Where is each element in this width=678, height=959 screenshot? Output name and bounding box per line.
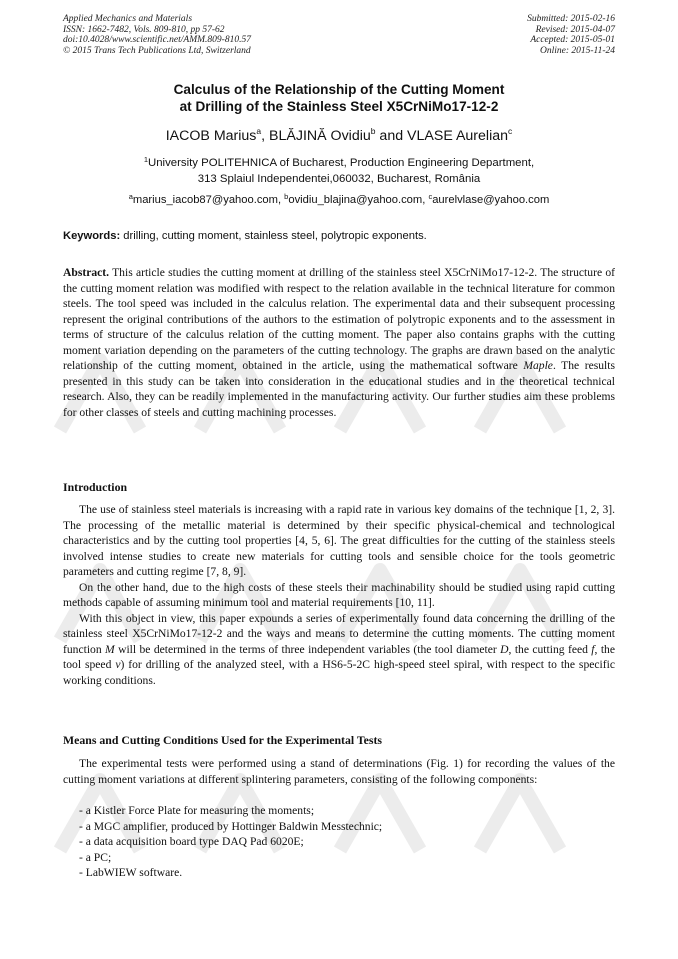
author-list [63, 127, 615, 145]
author-2-sup: b [370, 126, 376, 136]
intro-p3-text: , the tool speed [63, 642, 615, 672]
email-b-sup: b [284, 192, 289, 201]
list-item: - a PC; [79, 850, 112, 864]
intro-p3-text: With this object in view, this paper expounds a series of experimentally found data concerning the drilling of the stainless steel X5CrNiMo17-12-2 and the ways and means to determine the cutting moments. The cutting moment function [63, 611, 615, 656]
author-separator: and [375, 128, 408, 144]
list-item: - a data acquisition board type DAQ Pad 6020E; [79, 835, 304, 849]
list-item: - a Kistler Force Plate for measuring the moments; [79, 804, 315, 817]
intro-paragraph-2: On the other hand, due to the high costs of these steels their machinability should be studied using rapid cutting methods capable of assuming minimum tool and material requirements [10, 11]. [63, 580, 615, 610]
abstract [63, 265, 615, 420]
list-item: - LabWIEW software. [79, 866, 183, 880]
date-submitted: Submitted: 2015-02-16 [527, 14, 615, 24]
date-online: Online: 2015-11-24 [539, 45, 615, 56]
section-title-introduction: Introduction [63, 480, 128, 494]
date-accepted: Accepted: 2015-05-01 [530, 35, 615, 46]
author-separator: , [261, 128, 270, 144]
author-3-sup: c [508, 126, 513, 136]
journal-issn: ISSN: 1662-7482, Vols. 809-810, pp 57-62 [63, 24, 225, 35]
introduction-body [63, 502, 615, 689]
author-3: VLASE Aurelian [407, 128, 509, 144]
journal-info [63, 14, 251, 56]
var-D: D [500, 642, 509, 656]
affiliation-sup: 1 [143, 155, 148, 164]
keywords [63, 229, 623, 244]
title-line-2: at Drilling of the Stainless Steel X5CrNiMo17-12-2 [179, 99, 499, 114]
means-body [63, 756, 615, 787]
abstract-software-name: Maple [523, 359, 553, 373]
intro-paragraph-1: The use of stainless steel materials is increasing with a rapid rate in various key domains of the technique [1, 2, 3]. The processing of the metallic material is determined by their specific physical-chemical and technological characteristics and by the cutting tool properties [4, 5, 6]. The great difficulties for the cutting of the stainless steels involved intense studies to create new materials for cutting tools and sensible choice for the tools geometric parameters and cutting regime [7, 8, 9]. [63, 503, 615, 579]
keywords-text: drilling, cutting moment, stainless steel, polytropic exponents. [120, 230, 427, 242]
email-b: ovidiu_blajina@yahoo.com, [288, 194, 429, 206]
abstract-text-1: This article studies the cutting moment at drilling of the stainless steel X5CrNiMo17-12-2. The structure of the cutting moment relation was modified with respect to the relation available in the technical literature for common steels. The tool speed was included in the calculus relation. The experimental data and their subsequent processing represent the original contributions of the authors to the estimation of polytropic exponents and to the assessment in terms of structure of the calculus relation of the cutting moment. The paper also contains graphs with the cutting moment variation depending on the parameters of the cutting technology. The graphs are drawn based on the analytic relationship of the cutting moment, obtained in the article, using the mathematical software [63, 266, 615, 373]
list-item: - a MGC amplifier, produced by Hottinger Baldwin Messtechnic; [79, 819, 383, 833]
email-c: aurelvlase@yahoo.com [432, 194, 550, 206]
author-emails [63, 193, 615, 208]
intro-p3-text: will be determined in the terms of three independent variables (the tool diameter [114, 642, 501, 656]
intro-paragraph-3 [63, 611, 615, 689]
title-line-1: Calculus of the Relationship of the Cutting Moment [173, 82, 505, 97]
means-paragraph-1: The experimental tests were performed using a stand of determinations (Fig. 1) for recording the values of the cutting moment variations at different splintering parameters, consisting of the following components: [63, 757, 615, 786]
var-f: f [591, 642, 595, 656]
section-title-means: Means and Cutting Conditions Used for the Experimental Tests [63, 733, 382, 747]
affiliation [63, 155, 615, 187]
author-1: IACOB Marius [165, 128, 257, 144]
email-a: marius_iacob87@yahoo.com, [132, 194, 285, 206]
abstract-text-2: . The results presented in this study can be taken into consideration in the educational studies and in the theoretical technical research. Also, they can be readily implemented in the manufacturing activity. Our further studies aim these problems for other classes of steels and cutting machining processes. [63, 359, 616, 419]
keywords-label: Keywords: [63, 230, 121, 242]
equipment-list [79, 803, 615, 881]
affiliation-line-2: 313 Splaiul Independentei,060032, Bucharest, România [197, 173, 481, 185]
journal-copyright: © 2015 Trans Tech Publications Ltd, Switzerland [63, 45, 251, 56]
paper-title [63, 81, 615, 115]
publication-dates [527, 14, 615, 56]
journal-doi: doi:10.4028/www.scientific.net/AMM.809-810.57 [63, 35, 251, 46]
email-c-sup: c [428, 192, 433, 201]
affiliation-line-1 [63, 155, 615, 171]
abstract-label: Abstract. [63, 266, 110, 279]
intro-p3-text: ) for drilling of the analyzed steel, with a HS6-5-2C high-speed steel spiral, with respect to the specific working conditions. [63, 658, 615, 688]
journal-name: Applied Mechanics and Materials [63, 14, 193, 24]
date-revised: Revised: 2015-04-07 [535, 24, 615, 35]
intro-p3-text: , the cutting feed [508, 642, 592, 656]
affiliation-text: University POLITEHNICA of Bucharest, Production Engineering Department, [147, 157, 535, 169]
var-M: M [105, 642, 115, 656]
var-v: v [115, 658, 121, 672]
author-1-sup: a [256, 126, 262, 136]
email-a-sup: a [128, 192, 133, 201]
author-2: BLĂJINĂ Ovidiu [269, 128, 371, 144]
